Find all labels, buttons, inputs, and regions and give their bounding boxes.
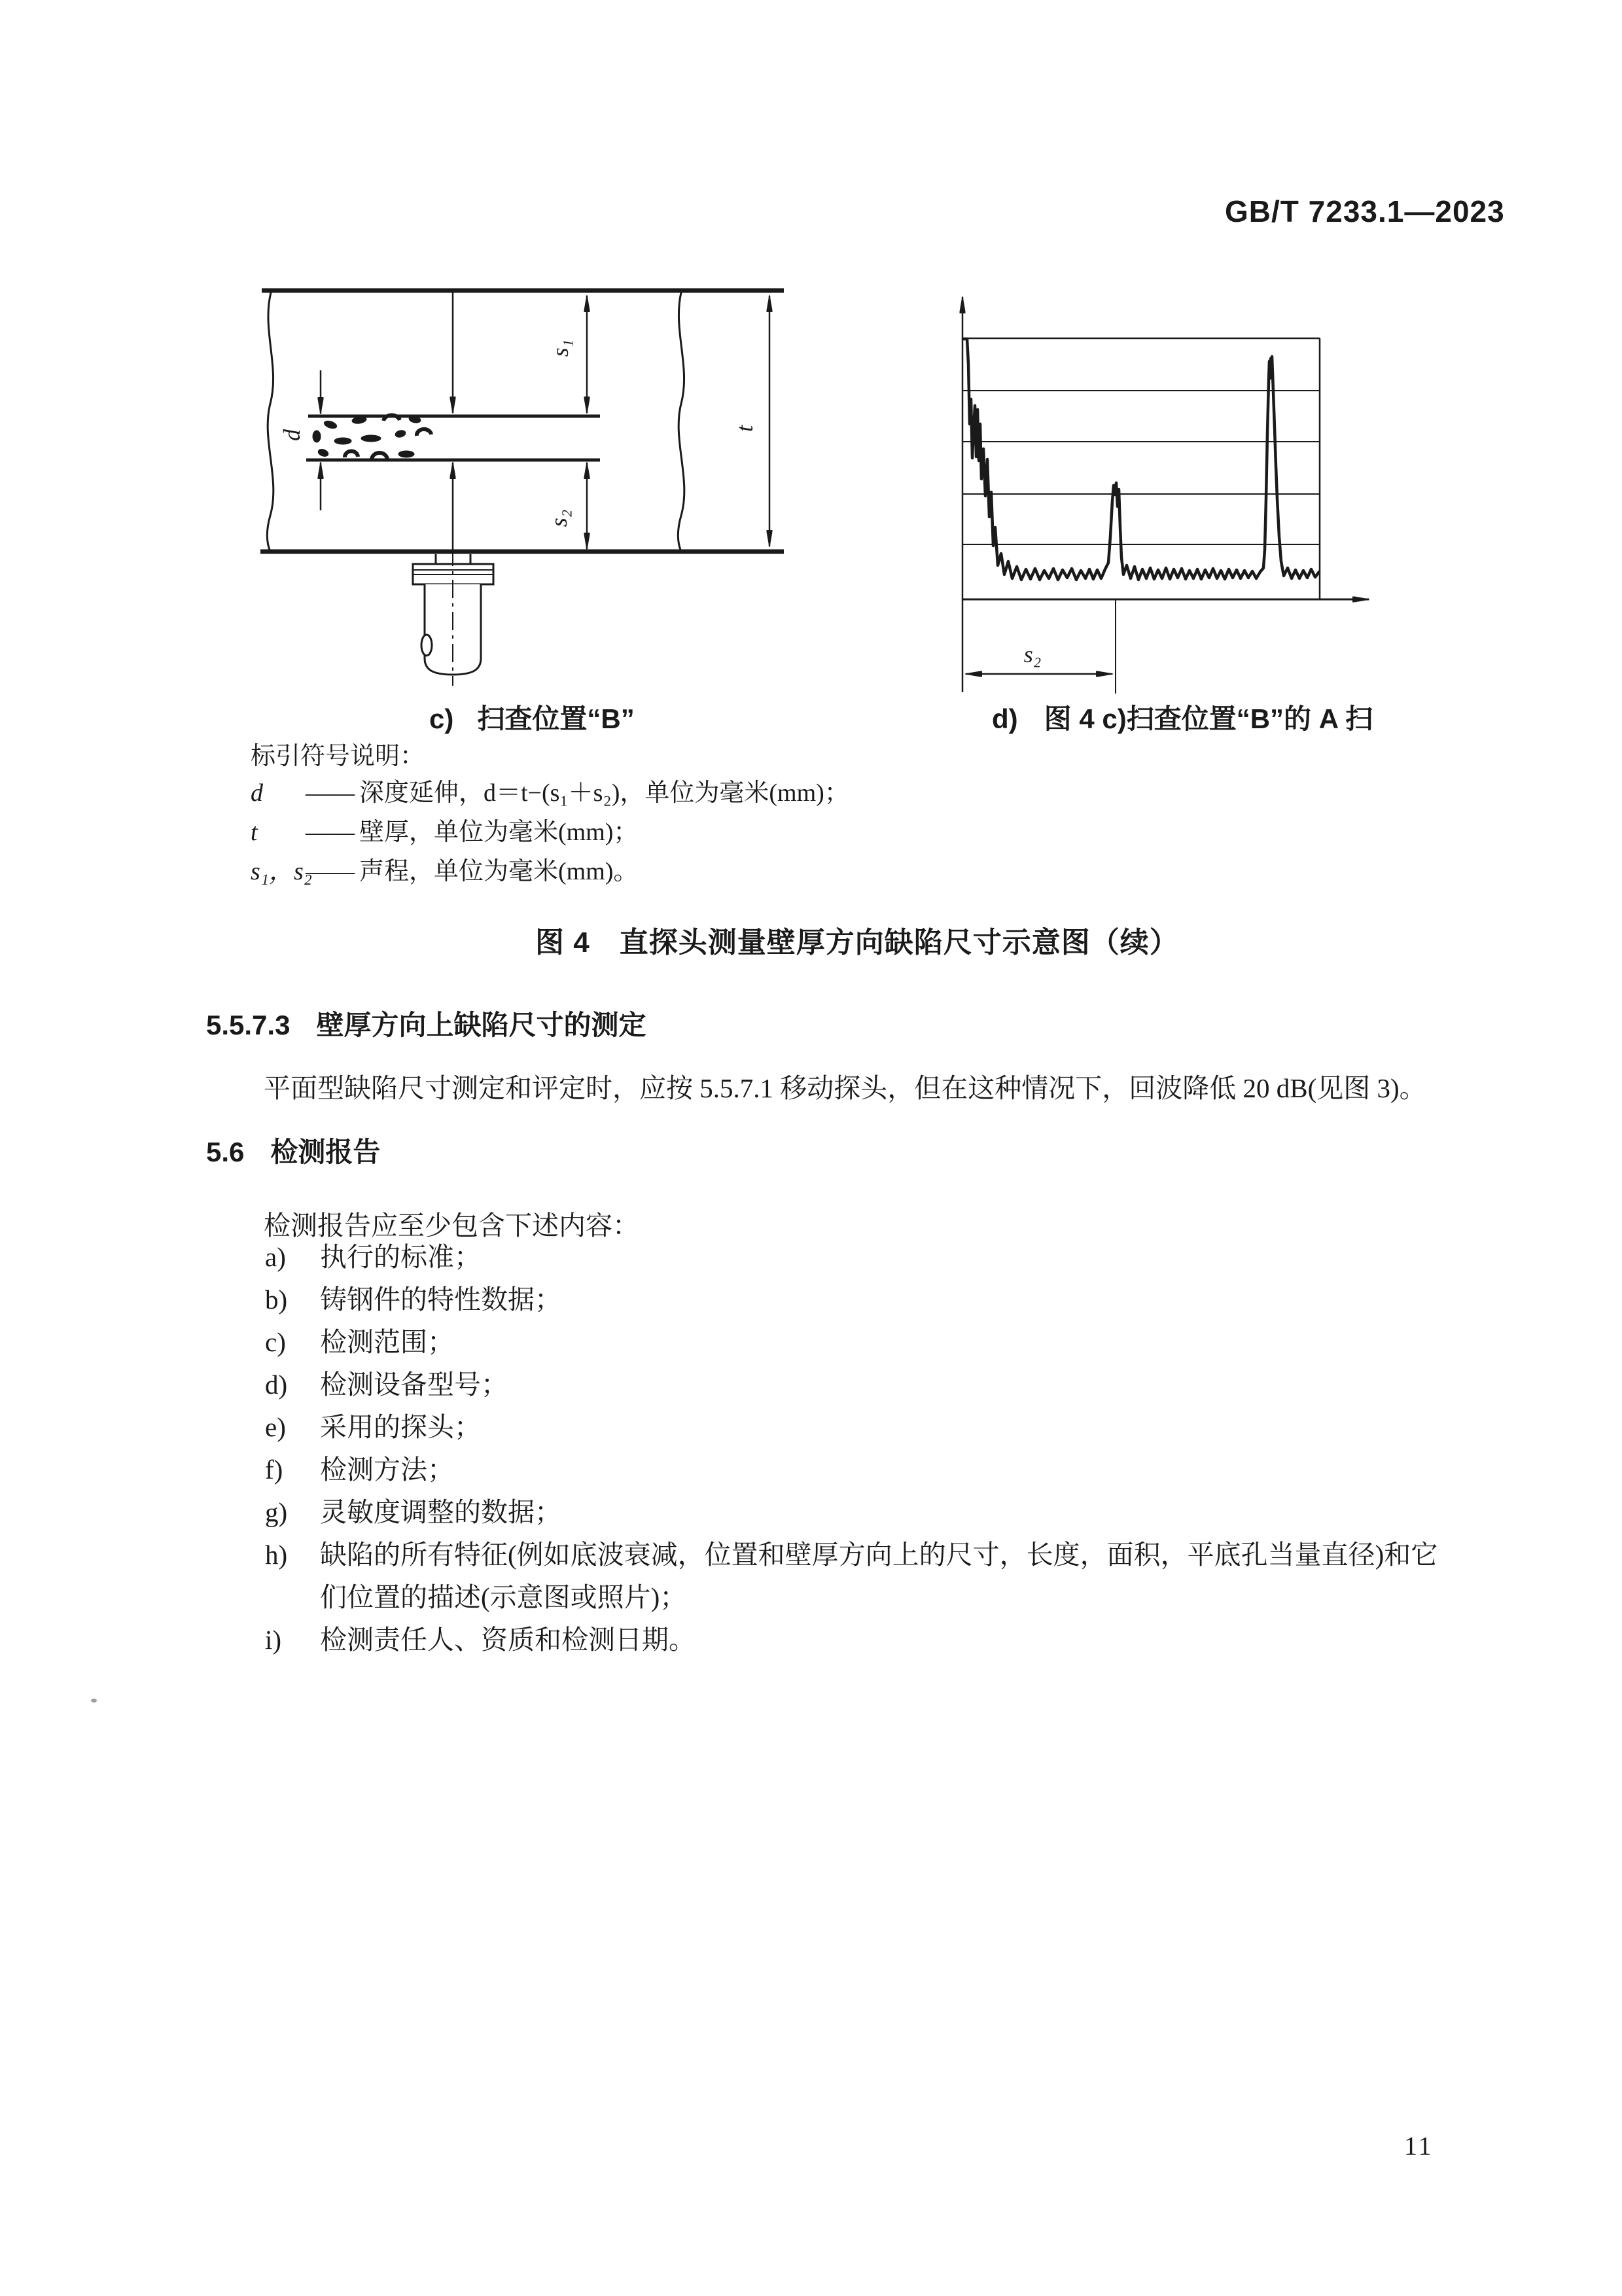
- item-letter: e): [265, 1412, 286, 1442]
- report-intro: 检测报告应至少包含下述内容：: [264, 1210, 639, 1241]
- item-text: 执行的标准；: [320, 1242, 481, 1272]
- list-item-i: [265, 1619, 1443, 1661]
- page-number: 11: [1404, 2131, 1434, 2161]
- legend-intro: 标引符号说明：: [251, 743, 425, 770]
- item-text: 灵敏度调整的数据；: [320, 1497, 561, 1527]
- diagram-a-scan: [929, 275, 1433, 733]
- item-letter: c): [265, 1327, 286, 1357]
- list-item-a: [265, 1236, 1443, 1279]
- item-text: 检测设备型号；: [320, 1369, 508, 1400]
- report-item-list: [265, 1236, 1443, 1661]
- standard-number: GB/T 7233.1—2023: [1225, 194, 1505, 228]
- legend-dash: ——: [306, 858, 354, 885]
- section-title: 检测报告: [270, 1137, 381, 1167]
- defect-porosity-marks: [313, 415, 431, 460]
- item-letter: i): [265, 1625, 282, 1655]
- caption-d: [992, 698, 1373, 737]
- dimension-lines: [321, 292, 769, 550]
- legend-symbol: t: [251, 819, 258, 846]
- list-item-d: [265, 1364, 1443, 1406]
- section-number: 5.5.7.3: [206, 1010, 291, 1040]
- item-text: 检测方法；: [320, 1455, 454, 1485]
- caption-c: [429, 698, 635, 737]
- list-item-e: [265, 1406, 1443, 1449]
- legend: [251, 772, 849, 890]
- legend-row-d: [251, 772, 849, 811]
- figure-caption: 图 4 直探头测量壁厚方向缺陷尺寸示意图（续）: [535, 927, 1179, 959]
- list-item-b: [265, 1279, 1443, 1321]
- section-title: 壁厚方向上缺陷尺寸的测定: [316, 1010, 646, 1040]
- t-label: t: [732, 425, 758, 433]
- ultrasonic-probe: [413, 548, 493, 686]
- legend-dash: ——: [306, 779, 354, 807]
- legend-desc: 壁厚，单位为毫米(mm)；: [359, 819, 639, 846]
- caption-d-label: d): [992, 703, 1018, 734]
- diagram-scan-position-b: [236, 275, 811, 720]
- caption-c-text: 扫查位置“B”: [477, 703, 635, 734]
- section-number: 5.6: [206, 1137, 245, 1167]
- section-heading-5-5-7-3: [206, 1004, 646, 1043]
- s2-label: s₂: [1023, 641, 1042, 667]
- item-text: 铸钢件的特性数据；: [320, 1284, 561, 1315]
- legend-desc: 深度延伸，d＝t−(s₁＋s₂)，单位为毫米(mm)；: [359, 779, 849, 807]
- right-break-wavy-line: [678, 292, 684, 550]
- list-item-f: [265, 1449, 1443, 1491]
- s1-label: s₁: [547, 339, 573, 357]
- ascan-s2-dimension: [966, 599, 1116, 694]
- legend-symbol: s₁，s₂: [251, 858, 312, 885]
- list-item-c: [265, 1321, 1443, 1364]
- paragraph-5-5-7-3: 平面型缺陷尺寸测定和评定时，应按 5.5.7.1 移动探头，但在这种情况下，回波降低 20 dB(见图 3)。: [264, 1073, 1426, 1103]
- section-heading-5-6: [206, 1131, 380, 1170]
- item-text: 检测范围；: [320, 1327, 454, 1357]
- item-text: 采用的探头；: [320, 1412, 481, 1442]
- ascan-waveform: [963, 339, 1319, 580]
- item-text: 缺陷的所有特征(例如底波衰减，位置和壁厚方向上的尺寸，长度，面积，平底孔当量直径)和它: [320, 1540, 1438, 1570]
- left-break-wavy-line: [267, 292, 273, 550]
- scan-dot-artifact: [91, 1699, 97, 1703]
- legend-symbol: d: [251, 779, 263, 807]
- defect-zone: [306, 415, 600, 460]
- dimension-labels: [279, 340, 758, 527]
- list-item-g: [265, 1491, 1443, 1534]
- casting-body: [260, 291, 784, 552]
- item-text-line2: 们位置的描述(示意图或照片)；: [320, 1582, 687, 1612]
- item-letter: b): [265, 1284, 288, 1315]
- caption-d-text: 图 4 c)扫查位置“B”的 A 扫: [1044, 703, 1373, 734]
- item-letter: d): [265, 1369, 288, 1400]
- legend-row-t: [251, 811, 849, 851]
- probe-connector: [421, 635, 432, 656]
- list-item-h: [265, 1534, 1443, 1619]
- legend-row-s1s2: [251, 851, 849, 890]
- item-letter: h): [265, 1540, 288, 1570]
- item-letter: g): [265, 1497, 288, 1527]
- d-label: d: [279, 429, 305, 441]
- item-letter: f): [265, 1455, 283, 1485]
- legend-desc: 声程，单位为毫米(mm)。: [359, 858, 639, 885]
- caption-c-label: c): [429, 703, 454, 734]
- item-text: 检测责任人、资质和检测日期。: [320, 1625, 696, 1655]
- s2-label: s₂: [546, 509, 572, 527]
- legend-dash: ——: [306, 819, 354, 846]
- item-letter: a): [265, 1242, 286, 1272]
